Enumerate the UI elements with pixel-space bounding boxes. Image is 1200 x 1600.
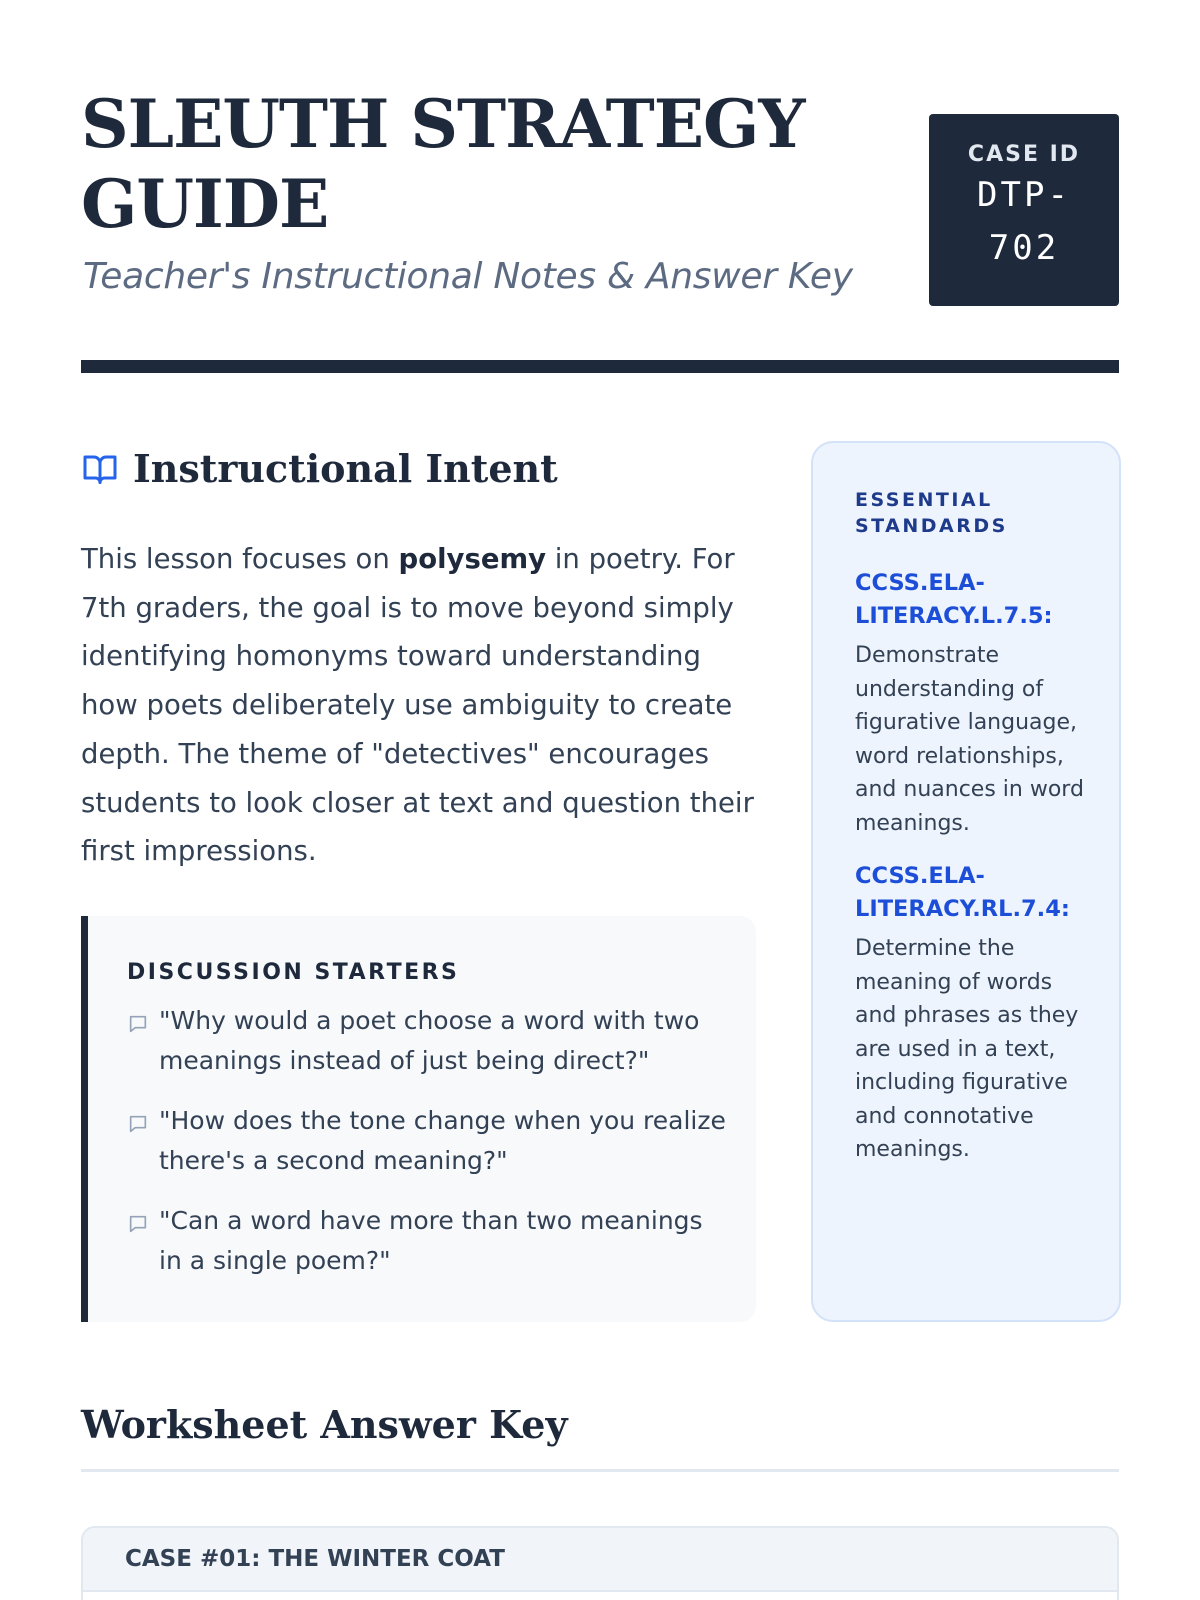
standards-title: ESSENTIAL STANDARDS (855, 489, 1008, 537)
chat-bubble-icon (127, 1013, 149, 1035)
discussion-starters-title: DISCUSSION STARTERS (127, 960, 460, 985)
case-card (81, 1526, 1119, 1600)
standard-code: CCSS.ELA-LITERACY.L.7.5: (855, 570, 1053, 629)
discussion-item (127, 1201, 726, 1281)
standards-panel (811, 441, 1121, 1322)
intent-paragraph (81, 535, 761, 876)
discussion-starters-box (81, 916, 756, 1322)
case-id-value: DTP-702 (977, 175, 1071, 268)
discussion-item-text: "How does the tone change when you realize there's a second meaning?" (159, 1106, 726, 1175)
book-open-icon (81, 451, 119, 487)
case-id-label: CASE ID (967, 142, 1081, 167)
chat-bubble-icon (127, 1213, 149, 1235)
answer-key-title: Worksheet Answer Key (81, 1402, 568, 1447)
intent-heading (81, 446, 558, 491)
intent-key-term: polysemy (398, 543, 547, 575)
page-subtitle: Teacher's Instructional Notes & Answer Key (83, 256, 853, 297)
discussion-item (127, 1101, 726, 1181)
intent-text-end: in poetry. For 7th graders, the goal is to move beyond simply identifying homonyms toward understanding how poets deliberately use ambiguity to create depth. The theme of "detectives" encourages students to look closer at text and question their first impressions. (81, 543, 754, 868)
page-title: SLEUTH STRATEGY GUIDE (81, 85, 805, 243)
case-card-title: CASE #01: THE WINTER COAT (83, 1528, 1117, 1592)
standard-code: CCSS.ELA-LITERACY.RL.7.4: (855, 863, 1070, 922)
standard-description: Demonstrate understanding of figurative language, word relationships, and nuances in word meanings. (855, 643, 1084, 836)
standard-description: Determine the meaning of words and phrases as they are used in a text, including figurative and connotative meanings. (855, 936, 1079, 1162)
chat-bubble-icon (127, 1113, 149, 1135)
discussion-item (127, 1001, 726, 1081)
case-id-badge (929, 114, 1119, 306)
intent-text-start: This lesson focuses on (81, 543, 399, 575)
answer-key-divider (81, 1469, 1119, 1472)
page-header (81, 84, 1119, 314)
discussion-item-text: "Can a word have more than two meanings in a single poem?" (159, 1206, 703, 1275)
discussion-item-text: "Why would a poet choose a word with two meanings instead of just being direct?" (159, 1006, 700, 1075)
intent-title: Instructional Intent (133, 446, 558, 491)
header-divider (81, 360, 1119, 373)
